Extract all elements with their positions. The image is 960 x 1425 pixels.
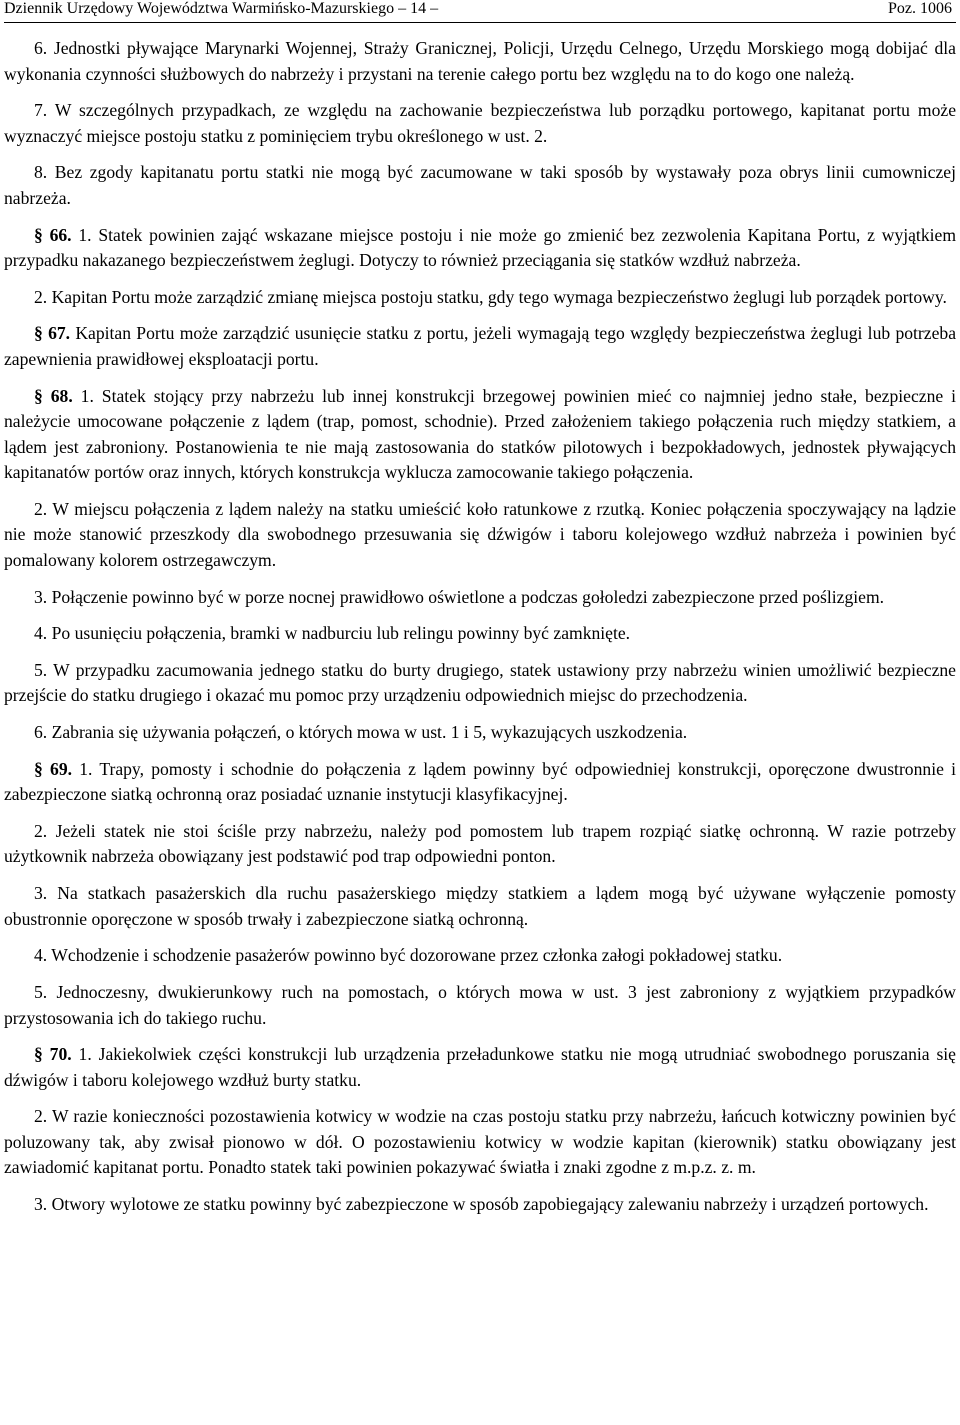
paragraph (4, 585, 956, 611)
paragraph-text: 3. Na statkach pasażerskich dla ruchu pasażerskiego między statkiem a lądem mogą być używane wyłączenie pomosty obustronnie oporęczone w sposób trwały i zabezpieczone siatką ochronną. (4, 883, 956, 929)
paragraph (4, 881, 956, 932)
paragraph-text: 3. Połączenie powinno być w porze nocnej prawidłowo oświetlone a podczas gołoledzi zabezpieczone przed poślizgiem. (34, 586, 885, 607)
paragraph (4, 497, 956, 574)
journal-title: Dziennik Urzędowy Województwa Warmińsko-Mazurskiego – 14 – (4, 0, 439, 17)
paragraph (4, 720, 956, 746)
paragraph-text: 2. W razie konieczności pozostawienia kotwicy w wodzie na czas postoju statku przy nabrzeżu, łańcuch kotwiczny powinien być poluzowany tak, aby zwisał pionowo w dół. O pozostawieniu kotwicy w wodzie kapitan (kierownik) statku obowiązany jest zawiadomić kapitanat portu. Ponadto statek taki powinien pokazywać światła i znaki zgodne z m.p.z. z. m. (4, 1106, 956, 1178)
paragraph-text: 5. W przypadku zacumowania jednego statku do burty drugiego, statek ustawiony przy nabrzeżu winien umożliwić bezpieczne przejście do statku drugiego i okazać mu pomoc przy urządzeniu odpowiednich miejsc do przechodzenia. (4, 659, 956, 706)
paragraph (4, 819, 956, 870)
paragraph (4, 321, 956, 372)
paragraph-text: 4. Po usunięciu połączenia, bramki w nadburciu lub relingu powinny być zamknięte. (34, 623, 631, 644)
paragraph (4, 980, 956, 1031)
paragraph (4, 658, 956, 709)
section-number: § 66. (34, 224, 72, 245)
paragraph-text: 5. Jednoczesny, dwukierunkowy ruch na pomostach, o których mowa w ust. 3 jest zabroniony z wyjątkiem przypadków przystosowania ich do takiego ruchu. (4, 982, 956, 1028)
paragraph-text: 6. Zabrania się używania połączeń, o których mowa w ust. 1 i 5, wykazujących uszkodzenia. (34, 722, 688, 743)
paragraph (4, 1192, 956, 1218)
paragraph (4, 223, 956, 274)
section-number: § 69. (34, 758, 73, 779)
paragraph-text: 8. Bez zgody kapitanatu portu statki nie mogą być zacumowane w taki sposób by wystawały poza obrys linii cumowniczej nabrzeża. (4, 162, 956, 208)
paragraph (4, 384, 956, 486)
document-body (4, 36, 956, 1229)
section-number: § 70. (34, 1044, 72, 1065)
paragraph (4, 757, 956, 808)
header-divider (4, 22, 956, 23)
paragraph-text: 1. Jakiekolwiek części konstrukcji lub urządzenia przeładunkowe statku nie mogą utrudniać swobodnego poruszania się dźwigów i taboru kolejowego wzdłuż burty statku. (4, 1044, 956, 1090)
paragraph (4, 160, 956, 211)
paragraph-text: Kapitan Portu może zarządzić usunięcie statku z portu, jeżeli wymagają tego względy bezpieczeństwa żeglugi lub potrzeba zapewnienia prawidłowej eksploatacji portu. (4, 323, 957, 369)
paragraph-text: 7. W szczególnych przypadkach, ze względu na zachowanie bezpieczeństwa lub porządku portowego, kapitanat portu może wyznaczyć miejsce postoju statku z pominięciem trybu określonego w ust. 2. (4, 100, 956, 146)
paragraph-text: 4. Wchodzenie i schodzenie pasażerów powinno być dozorowane przez członka załogi pokładowej statku. (34, 945, 783, 966)
paragraph-text: 1. Trapy, pomosty i schodnie do połączenia z lądem powinny być odpowiedniej konstrukcji, oporęczone dwustronnie i zabezpieczone siatką ochronną oraz posiadać uznanie instytucji klasyfikacyjnej. (4, 758, 957, 805)
paragraph-text: 2. Jeżeli statek nie stoi ściśle przy nabrzeżu, należy pod pomostem lub trapem rozpiąć siatkę ochronną. W razie potrzeby użytkownik nabrzeża obowiązany jest podstawić pod trap odpowiedni ponton. (4, 820, 956, 867)
section-number: § 67. (34, 323, 71, 344)
paragraph (4, 943, 956, 969)
paragraph (4, 1104, 956, 1181)
paragraph (4, 36, 956, 87)
paragraph-text: 2. Kapitan Portu może zarządzić zmianę miejsca postoju statku, gdy tego wymaga bezpieczeństwo żeglugi lub porządek portowy. (34, 286, 947, 307)
paragraph (4, 1042, 956, 1093)
page-header (4, 0, 956, 20)
paragraph-text: 2. W miejscu połączenia z lądem należy na statku umieścić koło ratunkowe z rzutką. Koniec połączenia spoczywający na lądzie nie może stanowić przeszkody dla swobodnego przesuwania się dźwigów i taboru kolejowego wzdłuż nabrzeża i powinien być pomalowany kolorem ostrzegawczym. (4, 498, 956, 570)
paragraph (4, 98, 956, 149)
paragraph (4, 621, 956, 647)
paragraph-text: 1. Statek stojący przy nabrzeżu lub innej konstrukcji brzegowej powinien mieć co najmniej jedno stałe, bezpieczne i należycie umocowane połączenie z lądem (trap, pomost, schodnie). Przed założeniem takiego połączenia ruch między statkiem, a lądem jest zabroniony. Postanowienia te nie mają zastosowania do statków pilotowych i bezpokładowych, jednostek pływających kapitanatów portów oraz innych, których konstrukcja wyklucza zamocowanie takiego połączenia. (4, 385, 956, 483)
paragraph (4, 285, 956, 311)
paragraph-text: 6. Jednostki pływające Marynarki Wojennej, Straży Granicznej, Policji, Urzędu Celnego, Urzędu Morskiego mogą dobijać dla wykonania czynności służbowych do nabrzeży i przystani na terenie całego portu bez względu na to do kogo one należą. (4, 38, 956, 84)
paragraph-text: 3. Otwory wylotowe ze statku powinny być zabezpieczone w sposób zapobiegający zalewaniu nabrzeży i urządzeń portowych. (34, 1194, 929, 1215)
paragraph-text: 1. Statek powinien zająć wskazane miejsce postoju i nie może go zmienić bez zezwolenia Kapitana Portu, z wyjątkiem przypadku nakazanego bezpieczeństwem żeglugi. Dotyczy to również przeciągania się statków wzdłuż nabrzeża. (4, 224, 956, 271)
position-number: Poz. 1006 (888, 0, 952, 17)
section-number: § 68. (34, 385, 73, 406)
